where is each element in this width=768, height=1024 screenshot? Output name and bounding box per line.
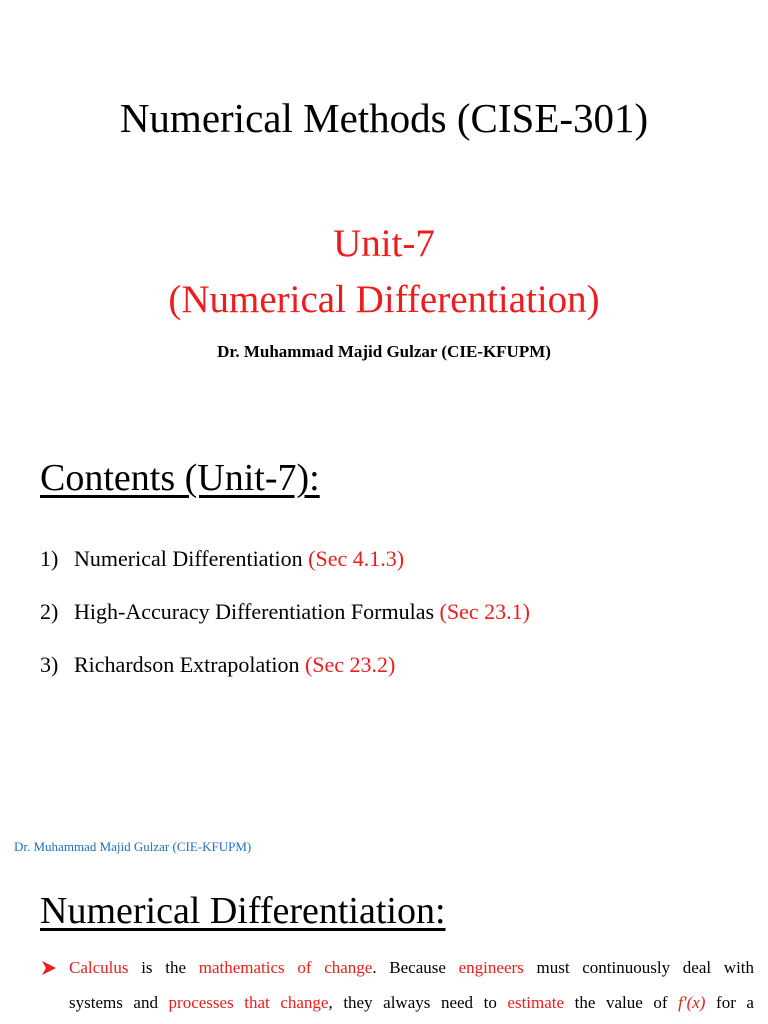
contents-item-section: (Sec 4.1.3)	[308, 546, 405, 571]
contents-item-number: 2)	[40, 599, 59, 624]
paragraph-text: . Because	[372, 958, 459, 977]
contents-heading: Contents (Unit-7):	[40, 457, 320, 499]
paragraph-text: must continuously deal with	[523, 958, 755, 977]
footer-author: Dr. Muhammad Majid Gulzar (CIE-KFUPM)	[14, 839, 252, 854]
contents-item-number: 1)	[40, 546, 59, 571]
unit-title: Unit-7	[333, 222, 435, 265]
section-heading: Numerical Differentiation:	[40, 890, 446, 932]
paragraph-text: , they always need to	[328, 993, 508, 1012]
author-name: Dr. Muhammad Majid Gulzar (CIE-KFUPM)	[217, 342, 551, 361]
paragraph-text: for a	[705, 993, 754, 1012]
paragraph-line	[69, 990, 754, 1016]
arrow-bullet-icon	[40, 955, 58, 981]
term-processes-that-change: processes that change	[168, 993, 329, 1012]
contents-item-section: (Sec 23.1)	[439, 599, 530, 624]
term-mathematics-of-change: mathematics of change	[198, 958, 373, 977]
contents-item-text: Richardson Extrapolation	[74, 652, 305, 677]
unit-subtitle: (Numerical Differentiation)	[168, 278, 600, 321]
term-calculus: Calculus	[69, 958, 129, 977]
course-title: Numerical Methods (CISE-301)	[119, 95, 649, 141]
contents-item	[40, 597, 530, 627]
paragraph-text: is the	[128, 958, 199, 977]
term-engineers: engineers	[458, 958, 524, 977]
paragraph-text: systems and	[69, 993, 169, 1012]
contents-item	[40, 650, 395, 680]
paragraph-text: the value of	[564, 993, 679, 1012]
contents-item	[40, 544, 404, 574]
contents-item-number: 3)	[40, 652, 59, 677]
paragraph-line	[69, 955, 754, 981]
math-derivative: f′(x)	[678, 993, 706, 1012]
term-estimate: estimate	[507, 993, 565, 1012]
contents-item-text: Numerical Differentiation	[74, 546, 309, 571]
contents-item-text: High-Accuracy Differentiation Formulas	[74, 599, 440, 624]
contents-item-section: (Sec 23.2)	[304, 652, 396, 677]
